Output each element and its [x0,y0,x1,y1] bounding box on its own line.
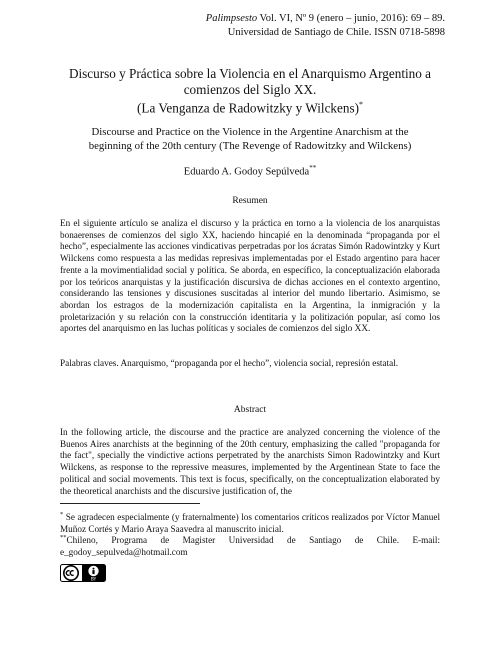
english-title-line-1: Discourse and Practice on the Violence in the Argentine Anarchism at the [91,126,409,138]
institution-line: Universidad de Santiago de Chile. ISSN 0718-5898 [227,27,445,38]
title-subtitle: (La Venganza de Radowitzky y Wilckens) [137,100,359,116]
abstract-heading: Abstract [233,405,267,415]
resumen-heading: Resumen [232,196,268,206]
footnote-1-marker: * [60,511,64,518]
title-line-1: Discurso y Práctica sobre la Violencia en el Anarquismo Argentino a [68,66,432,81]
keywords: Palabras claves. Anarquismo, “propaganda por el hecho”, violencia social, represión estatal. [60,358,399,368]
article-title [55,66,445,116]
footnote-2-marker: ** [60,534,67,541]
creative-commons-license-icon [60,564,106,582]
title-line-3 [55,97,445,116]
footnote-2-text: Chileno, Programa de Magister Universidad de Santiago de Chile. E-mail: e_godoy_sepulveda@hotmail.com [60,535,440,557]
footnote-divider [60,503,200,504]
footnote-1-text: Se agradecen especialmente (y fraternalmente) los comentarios críticos realizados por Víctor Manuel Muñoz Cortés y Mario Araya Saavedra al manuscrito inicial. [60,512,440,534]
citation-details: Vol. VI, Nº 9 (enero – junio, 2016): 69 – 89. [257,13,445,24]
title-footnote-marker: * [359,100,363,109]
abstract-body: In the following article, the discourse and the practice are analyzed concerning the violence of the Buenos Aires anarchists at the beginning of the 20th century, emphasizing the called "propaganda for the fact", specially the vindictive actions perpetrated by the anarchists Simon Radowintzky and Kurt Wilckens, as response to the repressive measures, implemented by the Argentinean State to face the political and social movements. This text is focus, specifically, on the conceptualization elaborated by the theoretical anarchists and the discursive justification of, the [60,427,440,496]
english-title-line-2: beginning of the 20th century (The Revenge of Radowitzky and Wilckens) [88,140,412,152]
title-line-2: comienzos del Siglo XX. [183,81,317,97]
license-badge-text: BY [90,577,97,582]
resumen-body: En el siguiente artículo se analiza el discurso y la práctica en torno a la violencia de los anarquistas bonaerenses de comienzos del siglo XX, haciendo hincapié en la denominada “propaganda por el hecho”, especialmente las acciones vindicativas perpetradas por los ácratas Simón Radowintzky y Kurt Wilckens como respuesta a las medidas represivas implementadas por el Estado argentino para hacer frente a la movimentialidad social y política. Se aborda, en específico, la conceptualización elaborada por los teóricos anarquistas y la justificación discursiva de dichas acciones en el contexto argentino, considerando las tensiones y discusiones suscitadas al interior del mundo libertario. Asimismo, se abordan los estragos de la modernización capitalista en la Argentina, la inmigración y la proletarización y su relación con la construcción identitaria y la politización popular, así como los aportes del anarquismo en las luchas políticas y sociales de comienzos del siglo XX. [60,218,440,334]
author-line [55,164,445,178]
author-footnote-marker: ** [309,164,317,172]
english-title [55,125,445,153]
journal-citation [206,12,445,26]
author-name: Eduardo A. Godoy Sepúlveda [183,166,310,178]
footnote-2 [60,532,440,558]
journal-title: Palimpsesto [205,13,258,24]
journal-header [206,12,445,40]
